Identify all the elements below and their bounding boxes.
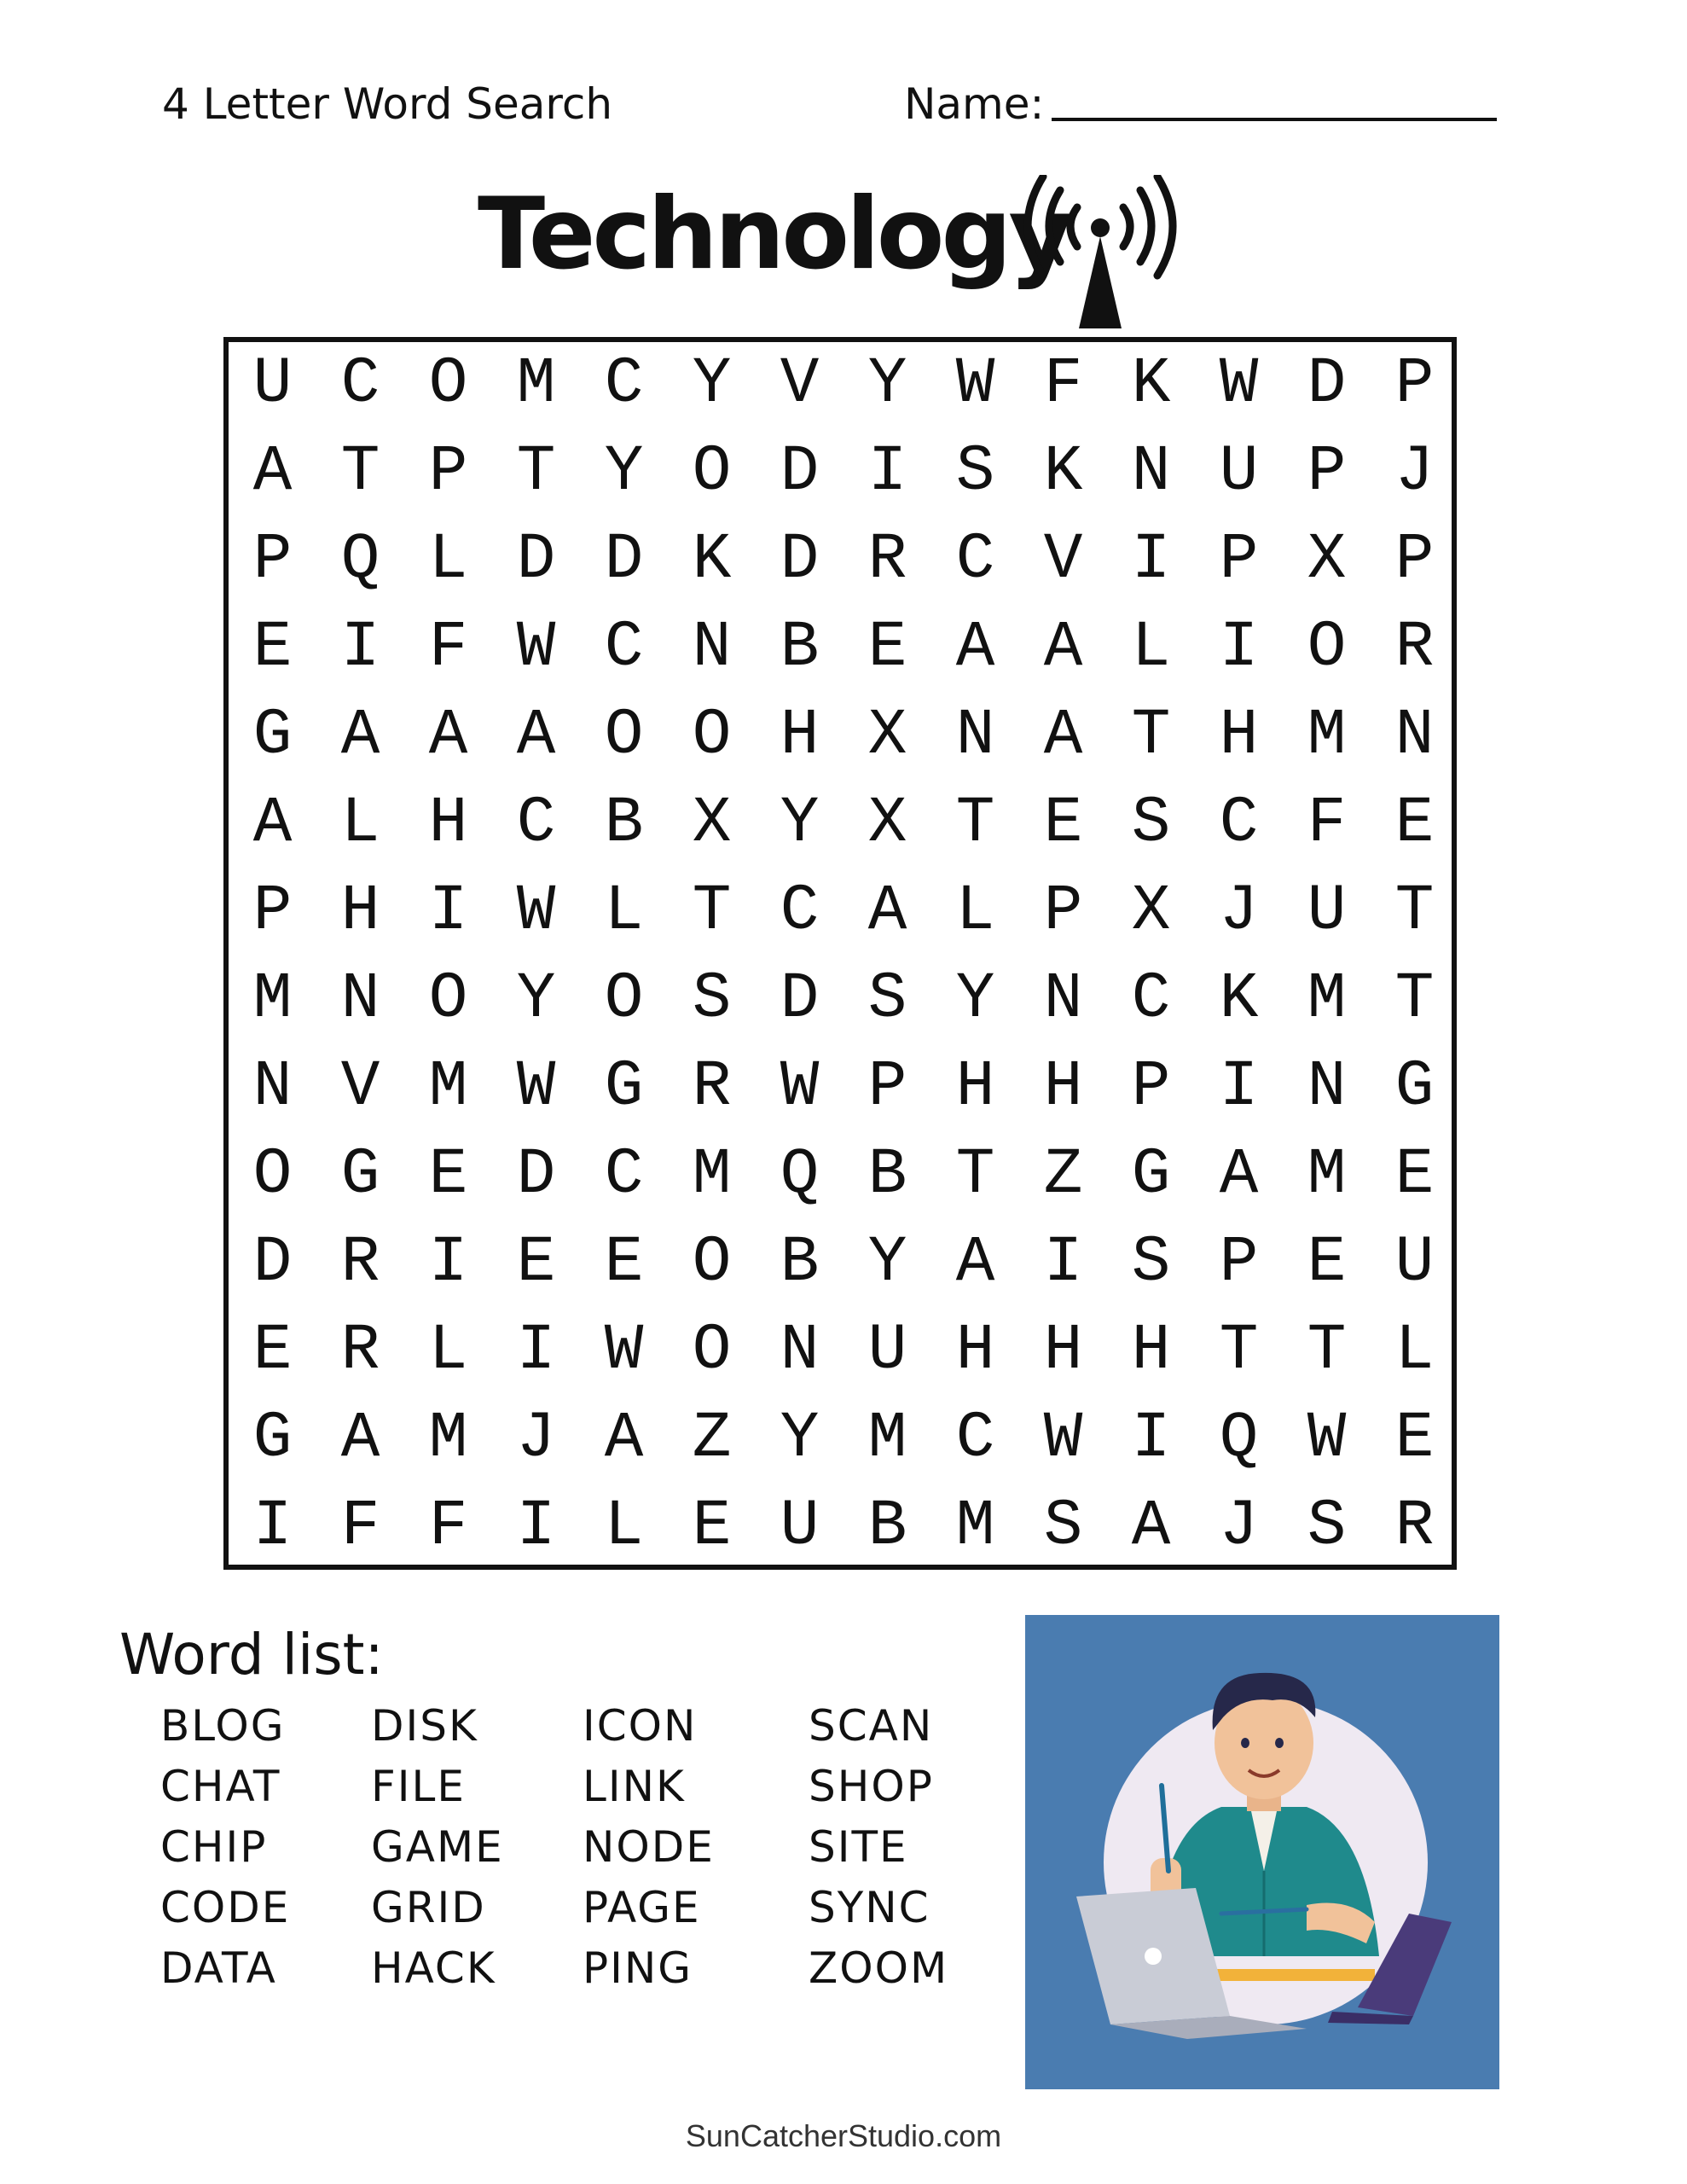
grid-letter[interactable]: W (516, 874, 556, 948)
grid-letter[interactable]: F (428, 1490, 468, 1563)
grid-letter[interactable]: O (252, 1138, 293, 1211)
grid-letter[interactable]: P (1307, 435, 1347, 508)
word-list-item: SHOP (809, 1762, 934, 1811)
grid-letter[interactable]: M (1307, 699, 1347, 772)
grid-letter[interactable]: H (428, 787, 468, 860)
grid-letter[interactable]: N (1307, 1050, 1347, 1124)
grid-letter[interactable]: I (428, 1226, 468, 1299)
grid-letter[interactable]: Y (516, 962, 556, 1036)
grid-letter[interactable]: T (1131, 699, 1171, 772)
grid-letter[interactable]: M (252, 962, 293, 1036)
word-list-item: SCAN (809, 1701, 934, 1751)
grid-letter[interactable]: D (780, 523, 820, 596)
grid-letter[interactable]: D (780, 962, 820, 1036)
grid-letter[interactable]: P (1394, 347, 1435, 421)
grid-letter[interactable]: T (340, 435, 380, 508)
grid-letter[interactable]: R (1394, 1490, 1435, 1563)
grid-letter[interactable]: E (867, 611, 907, 684)
grid-letter[interactable]: E (252, 611, 293, 684)
grid-letter[interactable]: C (340, 347, 380, 421)
man-with-laptop-illustration (1025, 1615, 1499, 2089)
grid-letter[interactable]: A (428, 699, 468, 772)
grid-letter[interactable]: M (1307, 1138, 1347, 1211)
grid-letter[interactable]: G (252, 1402, 293, 1475)
grid-letter[interactable]: X (867, 787, 907, 860)
grid-letter[interactable]: M (516, 347, 556, 421)
grid-letter[interactable]: W (516, 1050, 556, 1124)
grid-letter[interactable]: E (1394, 1138, 1435, 1211)
word-list-item: ZOOM (809, 1943, 949, 1993)
grid-letter[interactable]: O (604, 962, 644, 1036)
grid-letter[interactable]: H (1043, 1314, 1083, 1387)
grid-letter[interactable]: N (252, 1050, 293, 1124)
grid-letter[interactable]: H (1219, 699, 1259, 772)
grid-letter[interactable]: N (1043, 962, 1083, 1036)
grid-letter[interactable]: O (1307, 611, 1347, 684)
grid-letter[interactable]: I (340, 611, 380, 684)
word-list-item: NODE (583, 1822, 715, 1872)
grid-letter[interactable]: G (1394, 1050, 1435, 1124)
word-list-item: GRID (371, 1883, 486, 1932)
word-list-item: SYNC (809, 1883, 930, 1932)
word-list-item: SITE (809, 1822, 908, 1872)
grid-letter[interactable]: K (692, 523, 732, 596)
grid-letter[interactable]: N (955, 699, 995, 772)
word-list-item: BLOG (160, 1701, 286, 1751)
grid-letter[interactable]: L (604, 1490, 644, 1563)
grid-letter[interactable]: P (428, 435, 468, 508)
word-list-item: HACK (371, 1943, 496, 1993)
grid-letter[interactable]: W (955, 347, 995, 421)
grid-letter[interactable]: W (780, 1050, 820, 1124)
grid-letter[interactable]: C (604, 611, 644, 684)
grid-letter[interactable]: S (1131, 1226, 1171, 1299)
grid-letter[interactable]: T (516, 435, 556, 508)
grid-letter[interactable]: O (692, 1314, 732, 1387)
grid-letter[interactable]: B (780, 1226, 820, 1299)
grid-letter[interactable]: U (252, 347, 293, 421)
grid-letter[interactable]: O (428, 962, 468, 1036)
grid-letter[interactable]: R (692, 1050, 732, 1124)
grid-letter[interactable]: K (1043, 435, 1083, 508)
grid-letter[interactable]: M (692, 1138, 732, 1211)
grid-letter[interactable]: S (1043, 1490, 1083, 1563)
grid-letter[interactable]: J (1219, 874, 1259, 948)
word-list-item: ICON (583, 1701, 698, 1751)
grid-letter[interactable]: E (428, 1138, 468, 1211)
grid-letter[interactable]: P (867, 1050, 907, 1124)
grid-letter[interactable]: Y (692, 347, 732, 421)
grid-letter[interactable]: P (1043, 874, 1083, 948)
grid-letter[interactable]: S (1307, 1490, 1347, 1563)
grid-letter[interactable]: C (516, 787, 556, 860)
grid-letter[interactable]: U (1394, 1226, 1435, 1299)
grid-letter[interactable]: B (780, 611, 820, 684)
grid-letter[interactable]: N (340, 962, 380, 1036)
grid-letter[interactable]: Z (1043, 1138, 1083, 1211)
grid-letter[interactable]: E (1043, 787, 1083, 860)
grid-letter[interactable]: M (955, 1490, 995, 1563)
grid-letter[interactable]: U (780, 1490, 820, 1563)
grid-letter[interactable]: F (1307, 787, 1347, 860)
grid-letter[interactable]: L (604, 874, 644, 948)
grid-letter[interactable]: L (428, 1314, 468, 1387)
grid-letter[interactable]: I (516, 1490, 556, 1563)
grid-letter[interactable]: H (955, 1314, 995, 1387)
grid-letter[interactable]: E (692, 1490, 732, 1563)
grid-letter[interactable]: J (1394, 435, 1435, 508)
grid-letter[interactable]: Y (780, 787, 820, 860)
grid-letter[interactable]: S (955, 435, 995, 508)
grid-letter[interactable]: P (1219, 1226, 1259, 1299)
grid-letter[interactable]: U (867, 1314, 907, 1387)
grid-letter[interactable]: S (1131, 787, 1171, 860)
grid-letter[interactable]: V (780, 347, 820, 421)
grid-letter[interactable]: H (780, 699, 820, 772)
grid-letter[interactable]: J (1219, 1490, 1259, 1563)
grid-letter[interactable]: Q (780, 1138, 820, 1211)
name-field-line[interactable] (1052, 118, 1497, 121)
grid-letter[interactable]: H (955, 1050, 995, 1124)
grid-letter[interactable]: C (955, 1402, 995, 1475)
grid-letter[interactable]: U (1307, 874, 1347, 948)
grid-letter[interactable]: T (1219, 1314, 1259, 1387)
grid-letter[interactable]: W (516, 611, 556, 684)
grid-letter[interactable]: C (604, 1138, 644, 1211)
word-list-item: DATA (160, 1943, 277, 1993)
grid-letter[interactable]: E (516, 1226, 556, 1299)
grid-letter[interactable]: I (1131, 523, 1171, 596)
grid-letter[interactable]: K (1131, 347, 1171, 421)
grid-letter[interactable]: P (1394, 523, 1435, 596)
grid-letter[interactable]: L (1131, 611, 1171, 684)
grid-letter[interactable]: A (252, 435, 293, 508)
word-list-item: DISK (371, 1701, 478, 1751)
grid-letter[interactable]: R (867, 523, 907, 596)
grid-letter[interactable]: X (867, 699, 907, 772)
grid-letter[interactable]: A (955, 611, 995, 684)
grid-letter[interactable]: I (1043, 1226, 1083, 1299)
grid-letter[interactable]: I (1219, 1050, 1259, 1124)
grid-letter[interactable]: A (1043, 699, 1083, 772)
word-list-item: GAME (371, 1822, 504, 1872)
grid-letter[interactable]: A (955, 1226, 995, 1299)
grid-letter[interactable]: L (428, 523, 468, 596)
word-list-item: CHAT (160, 1762, 281, 1811)
grid-letter[interactable]: A (516, 699, 556, 772)
grid-letter[interactable]: I (516, 1314, 556, 1387)
grid-letter[interactable]: Q (1219, 1402, 1259, 1475)
word-list-item: PING (583, 1943, 693, 1993)
grid-letter[interactable]: A (252, 787, 293, 860)
grid-letter[interactable]: B (867, 1138, 907, 1211)
grid-letter[interactable]: B (604, 787, 644, 860)
grid-letter[interactable]: B (867, 1490, 907, 1563)
grid-letter[interactable]: P (252, 523, 293, 596)
grid-letter[interactable]: D (516, 1138, 556, 1211)
grid-letter[interactable]: D (516, 523, 556, 596)
footer-site-url[interactable]: SunCatcherStudio.com (685, 2118, 1002, 2153)
grid-letter[interactable]: M (867, 1402, 907, 1475)
grid-letter[interactable]: X (1131, 874, 1171, 948)
grid-letter[interactable]: X (1307, 523, 1347, 596)
grid-letter[interactable]: O (692, 1226, 732, 1299)
grid-letter[interactable]: D (604, 523, 644, 596)
grid-letter[interactable]: A (340, 699, 380, 772)
worksheet-subtitle: 4 Letter Word Search (162, 79, 613, 129)
grid-letter[interactable]: F (1043, 347, 1083, 421)
grid-letter[interactable]: X (692, 787, 732, 860)
grid-letter[interactable]: Y (955, 962, 995, 1036)
grid-letter[interactable]: M (1307, 962, 1347, 1036)
grid-letter[interactable]: M (428, 1050, 468, 1124)
grid-letter[interactable]: E (1307, 1226, 1347, 1299)
grid-letter[interactable]: G (340, 1138, 380, 1211)
grid-letter[interactable]: W (1307, 1402, 1347, 1475)
grid-letter[interactable]: N (780, 1314, 820, 1387)
grid-letter[interactable]: U (1219, 435, 1259, 508)
grid-letter[interactable]: W (604, 1314, 644, 1387)
grid-letter[interactable]: T (692, 874, 732, 948)
grid-letter[interactable]: N (1394, 699, 1435, 772)
grid-letter[interactable]: A (1219, 1138, 1259, 1211)
word-list-item: LINK (583, 1762, 686, 1811)
grid-letter[interactable]: F (340, 1490, 380, 1563)
grid-letter[interactable]: D (780, 435, 820, 508)
grid-letter[interactable]: P (1219, 523, 1259, 596)
grid-letter[interactable]: C (1131, 962, 1171, 1036)
grid-letter[interactable]: Z (692, 1402, 732, 1475)
grid-letter[interactable]: A (867, 874, 907, 948)
grid-letter[interactable]: I (1219, 611, 1259, 684)
word-list-item: FILE (371, 1762, 466, 1811)
grid-letter[interactable]: C (604, 347, 644, 421)
grid-letter[interactable]: V (340, 1050, 380, 1124)
grid-letter[interactable]: I (252, 1490, 293, 1563)
word-list-item: CODE (160, 1883, 291, 1932)
grid-letter[interactable]: L (340, 787, 380, 860)
grid-letter[interactable]: D (252, 1226, 293, 1299)
grid-letter[interactable]: Y (604, 435, 644, 508)
grid-letter[interactable]: H (340, 874, 380, 948)
grid-letter[interactable]: J (516, 1402, 556, 1475)
grid-letter[interactable]: T (1394, 874, 1435, 948)
grid-letter[interactable]: I (1131, 1402, 1171, 1475)
grid-letter[interactable]: C (780, 874, 820, 948)
grid-letter[interactable]: V (1043, 523, 1083, 596)
grid-letter[interactable]: D (1307, 347, 1347, 421)
grid-letter[interactable]: S (692, 962, 732, 1036)
grid-letter[interactable]: E (1394, 787, 1435, 860)
grid-letter[interactable]: A (340, 1402, 380, 1475)
grid-letter[interactable]: O (428, 347, 468, 421)
grid-letter[interactable]: G (252, 699, 293, 772)
grid-letter[interactable]: R (1394, 611, 1435, 684)
grid-letter[interactable]: S (867, 962, 907, 1036)
word-list-title: Word list: (119, 1622, 384, 1687)
grid-letter[interactable]: T (955, 1138, 995, 1211)
grid-letter[interactable]: R (340, 1226, 380, 1299)
grid-letter[interactable]: P (1131, 1050, 1171, 1124)
grid-letter[interactable]: I (428, 874, 468, 948)
name-label: Name: (904, 79, 1045, 129)
grid-letter[interactable]: P (252, 874, 293, 948)
grid-letter[interactable]: Y (867, 347, 907, 421)
grid-letter[interactable]: H (1043, 1050, 1083, 1124)
grid-letter[interactable]: I (867, 435, 907, 508)
grid-letter[interactable]: A (1043, 611, 1083, 684)
grid-letter[interactable]: R (340, 1314, 380, 1387)
grid-letter[interactable]: E (252, 1314, 293, 1387)
grid-letter[interactable]: E (604, 1226, 644, 1299)
grid-letter[interactable]: G (604, 1050, 644, 1124)
grid-letter[interactable]: A (604, 1402, 644, 1475)
word-list-item: PAGE (583, 1883, 701, 1932)
grid-letter[interactable]: T (1307, 1314, 1347, 1387)
grid-letter[interactable]: Y (867, 1226, 907, 1299)
grid-letter[interactable]: O (604, 699, 644, 772)
word-list-item: CHIP (160, 1822, 268, 1872)
grid-letter[interactable]: N (692, 611, 732, 684)
grid-letter[interactable]: Y (780, 1402, 820, 1475)
grid-letter[interactable]: N (1131, 435, 1171, 508)
grid-letter[interactable]: M (428, 1402, 468, 1475)
grid-letter[interactable]: E (1394, 1402, 1435, 1475)
grid-letter[interactable]: O (692, 699, 732, 772)
grid-letter[interactable]: T (1394, 962, 1435, 1036)
grid-letter[interactable]: K (1219, 962, 1259, 1036)
grid-letter[interactable]: A (1131, 1490, 1171, 1563)
grid-letter[interactable]: G (1131, 1138, 1171, 1211)
broadcast-antenna-icon (1011, 175, 1190, 333)
page-title: Technology (478, 177, 1070, 292)
grid-letter[interactable]: C (1219, 787, 1259, 860)
grid-letter[interactable]: H (1131, 1314, 1171, 1387)
grid-letter[interactable]: W (1043, 1402, 1083, 1475)
grid-letter[interactable]: L (1394, 1314, 1435, 1387)
grid-letter[interactable]: O (692, 435, 732, 508)
grid-letter[interactable]: W (1219, 347, 1259, 421)
letter-grid (223, 337, 1457, 1570)
grid-letter[interactable]: F (428, 611, 468, 684)
grid-letter[interactable]: L (955, 874, 995, 948)
grid-letter[interactable]: C (955, 523, 995, 596)
grid-letter[interactable]: T (955, 787, 995, 860)
grid-letter[interactable]: Q (340, 523, 380, 596)
